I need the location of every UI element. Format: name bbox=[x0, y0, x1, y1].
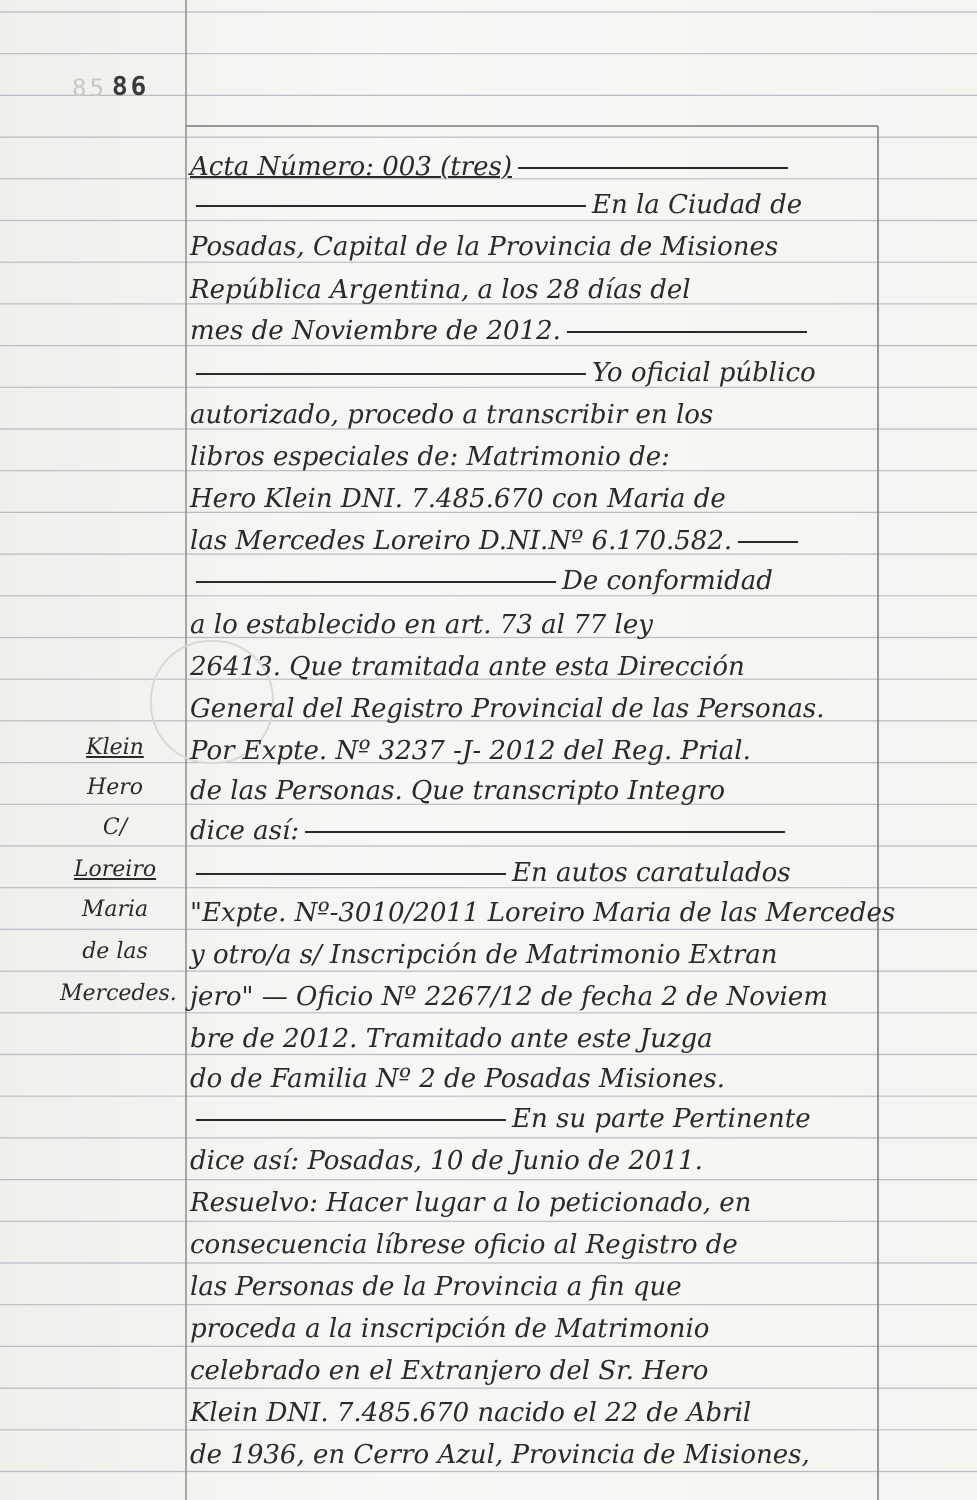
margin-note: Klein bbox=[86, 735, 144, 760]
body-line: En su parte Pertinente bbox=[190, 1094, 910, 1144]
body-line: De conformidad bbox=[190, 556, 910, 606]
body-line: En autos caratulados bbox=[190, 848, 910, 898]
body-line: do de Familia Nº 2 de Posadas Misiones. bbox=[190, 1064, 726, 1094]
body-line: las Mercedes Loreiro D.NI.Nº 6.170.582. bbox=[190, 516, 910, 566]
body-line: bre de 2012. Tramitado ante este Juzga bbox=[190, 1024, 713, 1054]
body-line: de las Personas. Que transcripto Integro bbox=[190, 776, 726, 806]
margin-note: Hero bbox=[87, 775, 143, 800]
margin-note: C/ bbox=[102, 815, 128, 840]
body-line: dice así: bbox=[190, 806, 910, 856]
body-line: República Argentina, a los 28 días del bbox=[190, 275, 691, 305]
body-line: celebrado en el Extranjero del Sr. Hero bbox=[190, 1356, 709, 1386]
body-line: "Expte. Nº-3010/2011 Loreiro Maria de las Mercedes bbox=[190, 898, 896, 928]
body-line: Hero Klein DNI. 7.485.670 con Maria de bbox=[190, 484, 726, 514]
body-line: proceda a la inscripción de Matrimonio bbox=[190, 1314, 710, 1344]
body-line: de 1936, en Cerro Azul, Provincia de Misiones, bbox=[190, 1440, 810, 1470]
body-line: Klein DNI. 7.485.670 nacido el 22 de Abril bbox=[190, 1398, 752, 1428]
body-line: libros especiales de: Matrimonio de: bbox=[190, 442, 670, 472]
body-line: Posadas, Capital de la Provincia de Misiones bbox=[190, 232, 779, 262]
margin-note: de las bbox=[82, 939, 148, 964]
body-line: jero" — Oficio Nº 2267/12 de fecha 2 de Noviem bbox=[190, 982, 828, 1012]
body-line: dice así: Posadas, 10 de Junio de 2011. bbox=[190, 1146, 703, 1176]
body-line: Resuelvo: Hacer lugar a lo peticionado, en bbox=[190, 1188, 752, 1218]
body-line: Yo oficial público bbox=[190, 348, 910, 398]
margin-note: Maria bbox=[81, 897, 149, 922]
page-number: 86 bbox=[112, 72, 150, 102]
body-line: 26413. Que tramitada ante esta Dirección bbox=[190, 652, 745, 682]
body-line: En la Ciudad de bbox=[190, 180, 910, 230]
margin-note: Loreiro bbox=[73, 857, 157, 882]
body-line: y otro/a s/ Inscripción de Matrimonio Extran bbox=[190, 940, 778, 970]
body-line: consecuencia líbrese oficio al Registro de bbox=[190, 1230, 738, 1260]
body-line: General del Registro Provincial de las Personas. bbox=[190, 694, 825, 724]
act-title-line: Acta Número: 003 (tres) bbox=[190, 142, 910, 192]
body-line: Por Expte. Nº 3237 -J- 2012 del Reg. Prial. bbox=[190, 736, 751, 766]
body-line: mes de Noviembre de 2012. bbox=[190, 306, 910, 356]
body-line: a lo establecido en art. 73 al 77 ley bbox=[190, 610, 653, 640]
body-line: las Personas de la Provincia a fin que bbox=[190, 1272, 682, 1302]
body-line: autorizado, procedo a transcribir en los bbox=[190, 400, 714, 430]
page-number-bleedthrough: 85 bbox=[72, 74, 107, 102]
margin-note: Mercedes. bbox=[60, 981, 177, 1006]
